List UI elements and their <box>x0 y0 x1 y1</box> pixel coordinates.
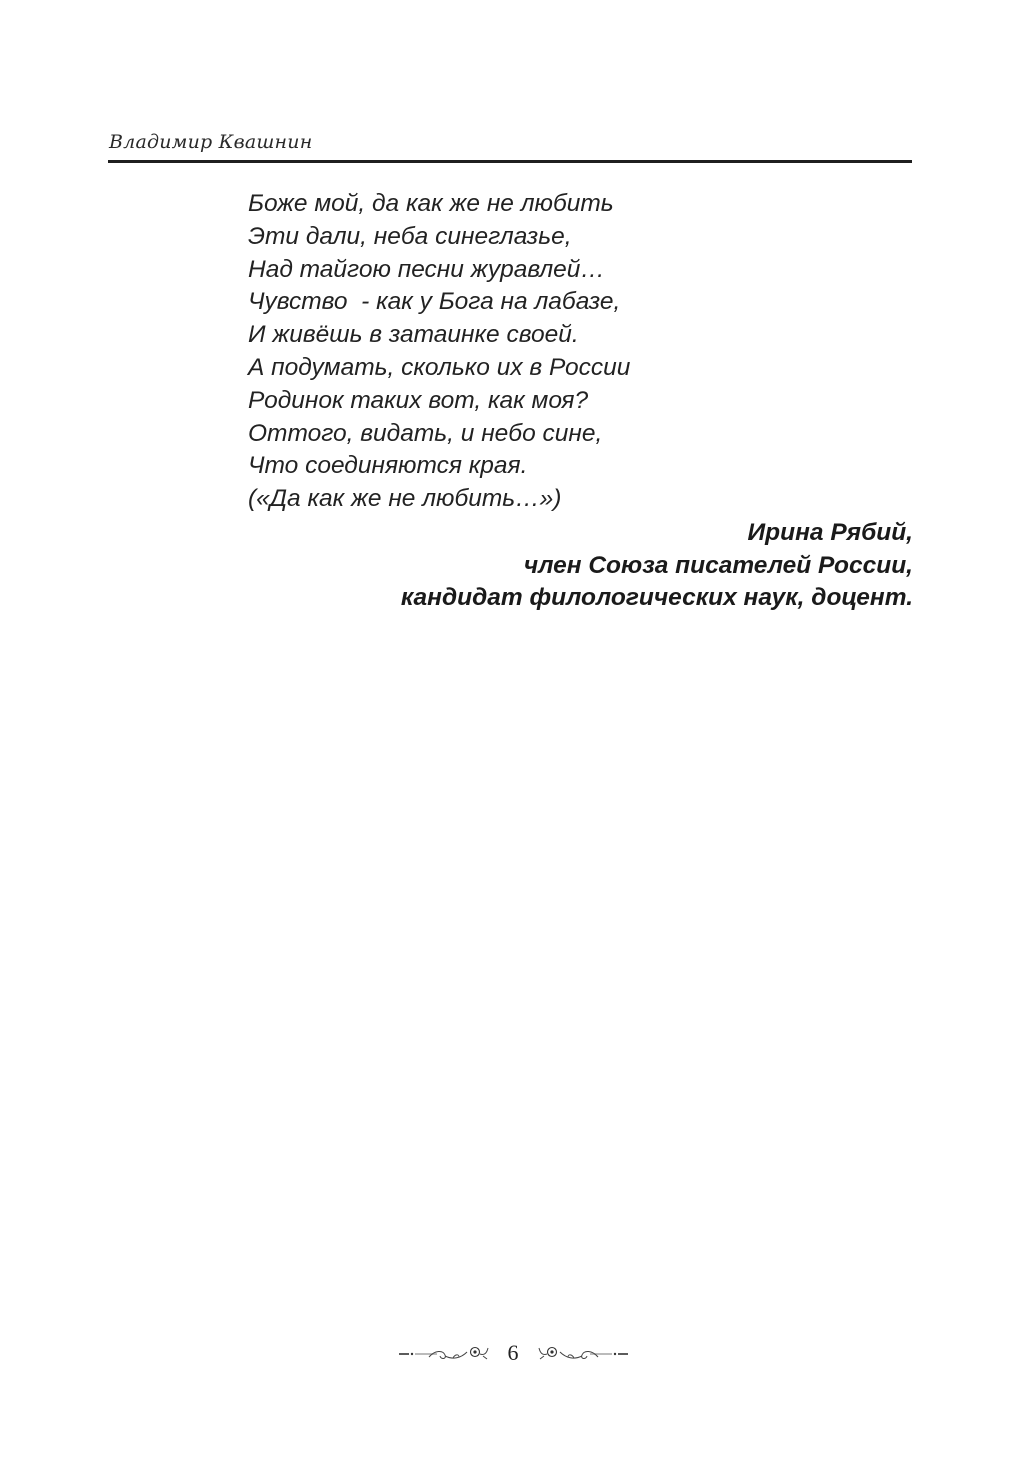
poem-line: Боже мой, да как же не любить <box>248 190 614 217</box>
page-number: 6 <box>507 1340 519 1365</box>
poem-line: Родинок таких вот, как моя? <box>248 386 589 414</box>
poem-line: Что соединяются края. <box>248 452 528 480</box>
signature-name: Ирина Рябий, <box>747 519 913 546</box>
poem-line: Над тайгою песни журавлей… <box>248 255 605 283</box>
floral-flourish-right-icon <box>535 1342 630 1364</box>
poem-title-citation: («Да как же не любить…») <box>248 485 562 513</box>
poem-line: Чувство - как у Бога на лабазе, <box>248 288 621 316</box>
page-footer <box>0 1338 1026 1368</box>
running-header-author: Владимир Квашнин <box>109 131 313 153</box>
signature-degree: кандидат филологических наук, доцент. <box>400 584 913 611</box>
header-rule <box>108 160 912 163</box>
poem-line: А подумать, сколько их в России <box>248 353 631 381</box>
poem-line: И живёшь в затаинке своей. <box>248 321 579 349</box>
poem-quote <box>248 188 630 516</box>
floral-flourish-left-icon <box>397 1342 492 1364</box>
author-signature <box>401 517 913 615</box>
signature-role: член Союза писателей России, <box>523 551 913 579</box>
poem-line: Эти дали, неба синеглазье, <box>248 222 572 250</box>
poem-line: Оттого, видать, и небо сине, <box>248 419 603 447</box>
